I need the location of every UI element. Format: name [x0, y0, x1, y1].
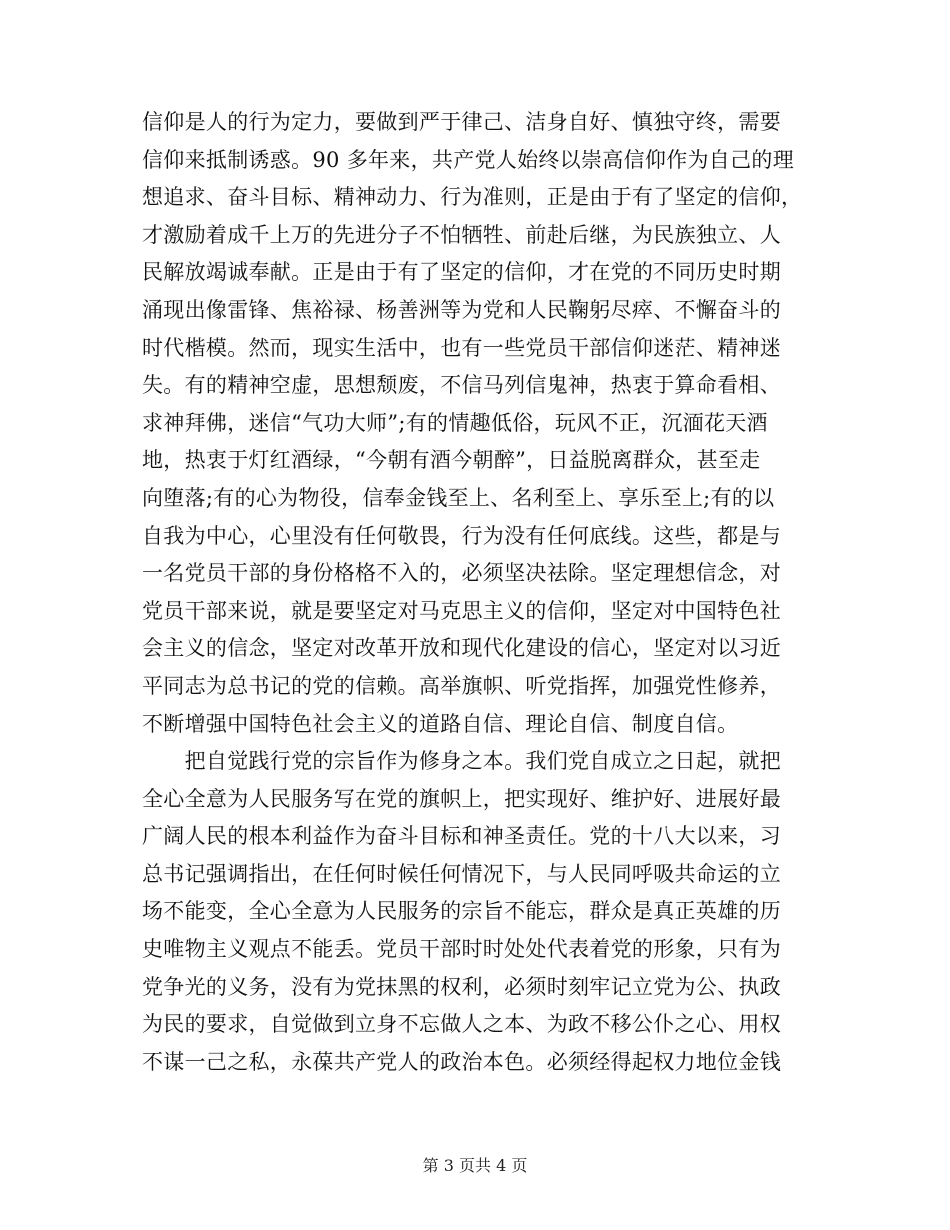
text-line: 党争光的义务，没有为党抹黑的权利，必须时刻牢记立党为公、执政	[142, 974, 781, 999]
text-line: 不断增强中国特色社会主义的道路自信、理论自信、制度自信。	[142, 711, 739, 736]
text-line: 涌现出像雷锋、焦裕禄、杨善洲等为党和人民鞠躬尽瘁、不懈奋斗的	[142, 297, 781, 322]
text-line: 总书记强调指出，在任何时候任何情况下，与人民同呼吸共命运的立	[142, 861, 781, 886]
text-line: 史唯物主义观点不能丢。党员干部时时处处代表着党的形象，只有为	[142, 937, 781, 962]
text-line: 会主义的信念，坚定对改革开放和现代化建设的信心，坚定对以习近	[142, 636, 781, 661]
text-line: 为民的要求，自觉做到立身不忘做人之本、为政不移公仆之心、用权	[142, 1012, 781, 1037]
text-line: 全心全意为人民服务写在党的旗帜上，把实现好、维护好、进展好最	[142, 786, 781, 811]
text-line: 不谋一己之私，永葆共产党人的政治本色。必须经得起权力地位金钱	[142, 1049, 781, 1074]
text-line: 才激励着成千上万的先进分子不怕牺牲、前赴后继，为民族独立、人	[142, 222, 781, 247]
text-line: 把自觉践行党的宗旨作为修身之本。我们党自成立之日起，就把	[142, 749, 781, 774]
text-line: 失。有的精神空虚，思想颓废，不信马列信鬼神，热衷于算命看相、	[142, 373, 781, 398]
text-line: 民解放竭诚奉献。正是由于有了坚定的信仰，才在党的不同历史时期	[142, 260, 781, 285]
page-footer: 第 3 页共 4 页	[422, 1156, 528, 1175]
text-line: 信仰是人的行为定力，要做到严于律己、洁身自好、慎独守终，需要	[142, 110, 781, 134]
text-line: 地，热衷于灯红酒绿，“今朝有酒今朝醉”，日益脱离群众，甚至走	[142, 448, 761, 473]
text-line: 一名党员干部的身份格格不入的，必须坚决祛除。坚定理想信念，对	[142, 561, 781, 586]
text-line: 时代楷模。然而，现实生活中，也有一些党员干部信仰迷茫、精神迷	[142, 335, 781, 360]
text-line: 广阔人民的根本利益作为奋斗目标和神圣责任。党的十八大以来，习	[142, 824, 781, 849]
text-line: 平同志为总书记的党的信赖。高举旗帜、听党指挥，加强党性修养，	[142, 673, 781, 698]
body-text	[142, 104, 810, 1081]
text-line: 信仰来抵制诱惑。90 多年来，共产党人始终以崇高信仰作为自己的理	[142, 147, 794, 172]
text-line: 求神拜佛，迷信“气功大师”;有的情趣低俗，玩风不正，沉湎花天酒	[142, 410, 768, 435]
paragraph-1	[142, 104, 810, 743]
text-line: 向堕落;有的心为物役，信奉金钱至上、名利至上、享乐至上;有的以	[142, 485, 775, 510]
text-line: 场不能变，全心全意为人民服务的宗旨不能忘，群众是真正英雄的历	[142, 899, 781, 924]
paragraph-2	[142, 743, 810, 1081]
text-line: 自我为中心，心里没有任何敬畏，行为没有任何底线。这些，都是与	[142, 523, 781, 548]
text-line: 想追求、奋斗目标、精神动力、行为准则，正是由于有了坚定的信仰，	[142, 185, 803, 210]
text-line: 党员干部来说，就是要坚定对马克思主义的信仰，坚定对中国特色社	[142, 598, 781, 623]
